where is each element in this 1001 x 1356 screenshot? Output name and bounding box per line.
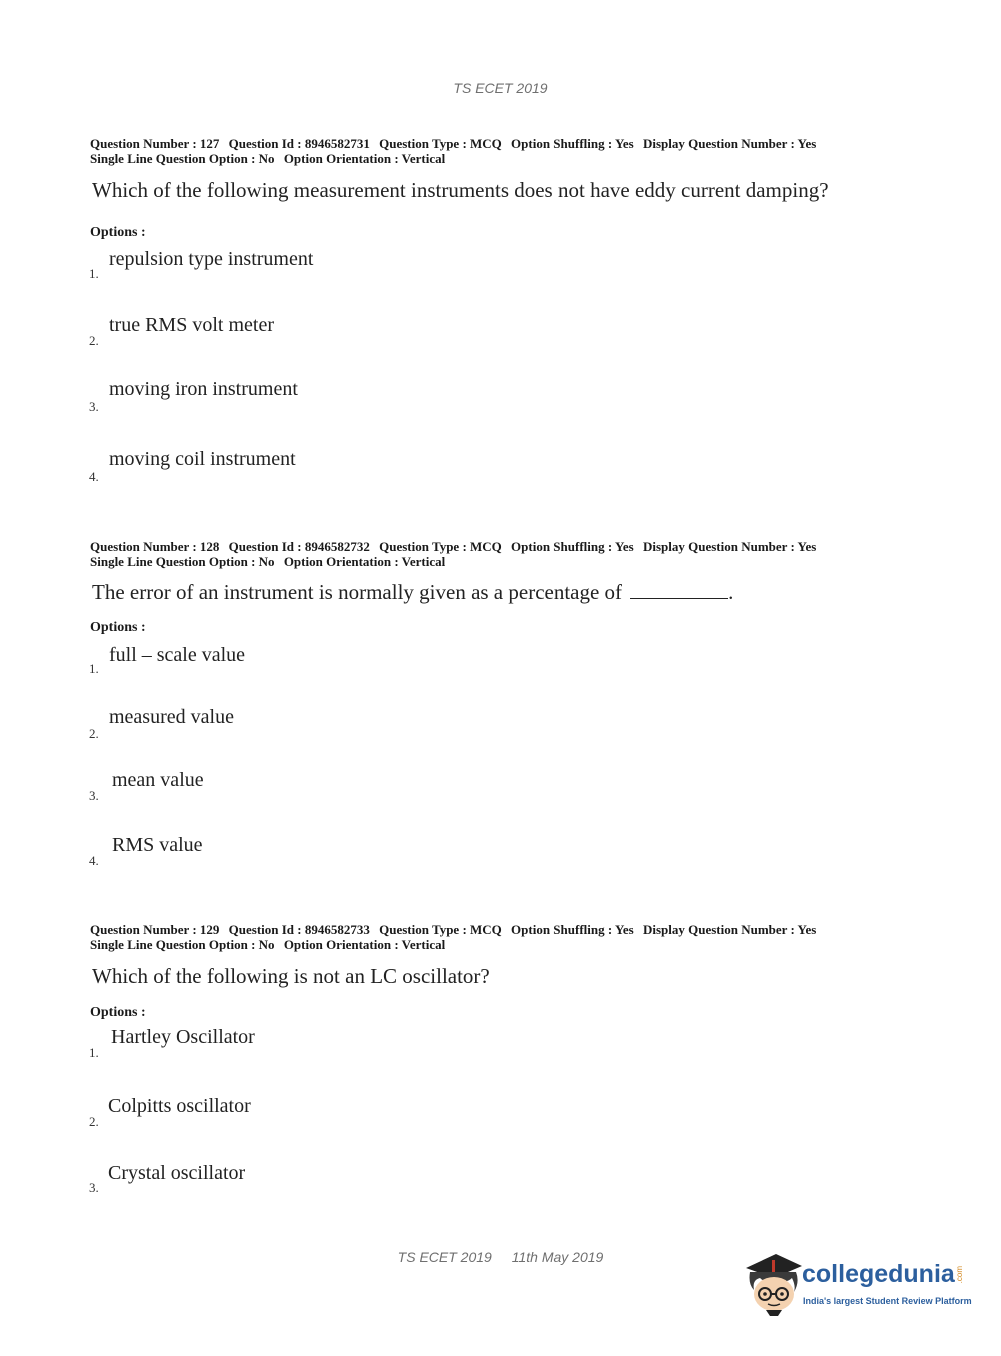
meta-line-1: Question Number : 129 Question Id : 8946582733 Question Type : MCQ Option Shuffling : Yes Display Question Number : Yes — [90, 922, 817, 937]
question-128-meta — [90, 539, 910, 569]
meta-line-1: Question Number : 127 Question Id : 8946582731 Question Type : MCQ Option Shuffling : Yes Display Question Number : Yes — [90, 136, 817, 151]
question-129-options-label: Options : — [90, 1005, 146, 1020]
footer-exam: TS ECET 2019 — [397, 1249, 492, 1265]
q128-option-4-number: 4. — [89, 853, 99, 868]
question-128-stem — [92, 580, 733, 605]
question-128-stem-end: . — [728, 580, 734, 604]
question-128-stem-text: The error of an instrument is normally given as a percentage of — [92, 580, 623, 604]
meta-line-2: Single Line Question Option : No Option Orientation : Vertical — [90, 937, 446, 952]
q128-option-2-number: 2. — [89, 726, 99, 741]
q129-option-3-number: 3. — [89, 1180, 99, 1195]
q127-option-3-text: moving iron instrument — [109, 378, 298, 400]
q128-option-4-text: RMS value — [112, 834, 203, 856]
logo-dotcom: .com — [955, 1266, 964, 1284]
meta-line-1: Question Number : 128 Question Id : 8946582732 Question Type : MCQ Option Shuffling : Yes Display Question Number : Yes — [90, 539, 817, 554]
meta-line-2: Single Line Question Option : No Option Orientation : Vertical — [90, 151, 446, 166]
collegedunia-logo[interactable] — [742, 1250, 972, 1320]
q128-option-1-number: 1. — [89, 661, 99, 676]
question-129-stem: Which of the following is not an LC oscillator? — [92, 964, 490, 988]
q128-option-3-text: mean value — [112, 769, 204, 791]
q127-option-3-number: 3. — [89, 399, 99, 414]
q129-option-3-text: Crystal oscillator — [108, 1162, 246, 1184]
q127-option-1-number: 1. — [89, 266, 99, 281]
fill-in-blank-line — [630, 582, 728, 599]
question-129-meta — [90, 922, 910, 952]
q128-option-3-number: 3. — [89, 788, 99, 803]
logo-tagline: India's largest Student Review Platform — [803, 1296, 972, 1306]
q128-option-2-text: measured value — [109, 706, 234, 728]
q128-option-1-text: full – scale value — [109, 644, 246, 666]
footer-date: 11th May 2019 — [511, 1249, 604, 1265]
student-mascot-icon — [742, 1250, 804, 1320]
question-127-options-label: Options : — [90, 225, 146, 240]
q129-option-2-text: Colpitts oscillator — [108, 1095, 251, 1117]
q127-option-1-text: repulsion type instrument — [109, 248, 314, 270]
q129-option-1-text: Hartley Oscillator — [111, 1026, 255, 1048]
q127-option-2-text: true RMS volt meter — [109, 314, 274, 336]
q127-option-2-number: 2. — [89, 333, 99, 348]
meta-line-2: Single Line Question Option : No Option Orientation : Vertical — [90, 554, 446, 569]
q129-option-1-number: 1. — [89, 1045, 99, 1060]
question-128-options-label: Options : — [90, 620, 146, 635]
question-127-stem: Which of the following measurement instruments does not have eddy current damping? — [92, 178, 829, 202]
logo-wordmark: collegedunia — [802, 1260, 955, 1288]
q127-option-4-text: moving coil instrument — [109, 448, 296, 470]
q129-option-2-number: 2. — [89, 1114, 99, 1129]
q127-option-4-number: 4. — [89, 469, 99, 484]
question-127-meta — [90, 136, 910, 166]
page-header-title: TS ECET 2019 — [453, 80, 548, 96]
